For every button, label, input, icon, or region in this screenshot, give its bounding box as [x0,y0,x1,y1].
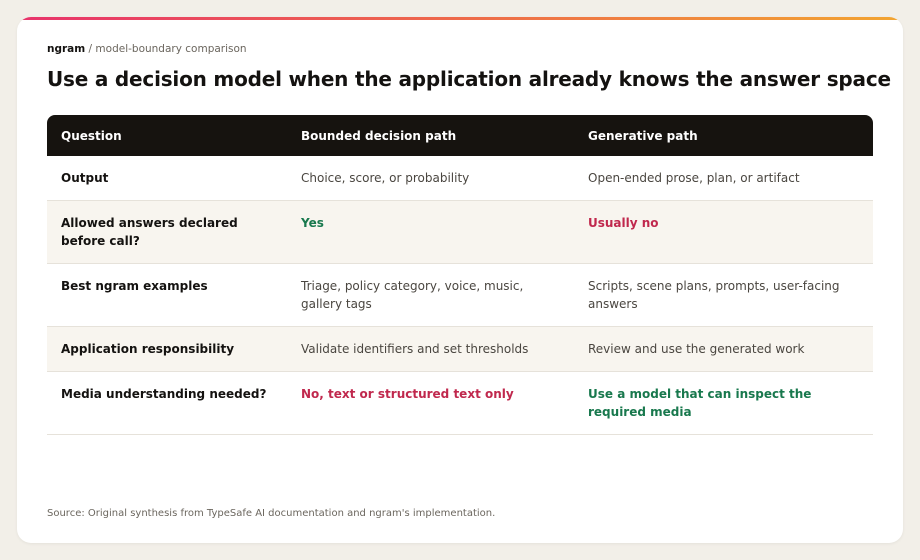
table-header [47,115,873,156]
row-question: Best ngram examples [61,279,208,293]
table-row [47,372,873,435]
breadcrumb-brand: ngram [47,43,86,55]
table-row [47,201,873,264]
row-generative: Usually no [588,216,659,230]
row-question: Allowed answers declared before call? [61,216,238,248]
row-generative: Open-ended prose, plan, or artifact [588,171,800,185]
breadcrumb-separator: / [85,43,96,55]
row-question: Output [61,171,109,185]
breadcrumb [47,43,247,55]
comparison-table [47,115,873,435]
table-row [47,327,873,372]
source-note: Source: Original synthesis from TypeSafe AI documentation and ngram's implementation. [47,508,496,519]
row-question: Media understanding needed? [61,387,267,401]
row-generative: Scripts, scene plans, prompts, user-facing answers [588,279,840,311]
table-row [47,264,873,327]
row-generative: Review and use the generated work [588,342,805,356]
row-bounded: Triage, policy category, voice, music, gallery tags [301,279,524,311]
row-bounded: Choice, score, or probability [301,171,470,185]
header-bounded: Bounded decision path [301,128,457,143]
header-question: Question [61,128,122,143]
row-bounded: No, text or structured text only [301,387,514,401]
row-bounded: Yes [301,216,324,230]
comparison-card [17,17,903,543]
row-bounded: Validate identifiers and set thresholds [301,342,529,356]
row-question: Application responsibility [61,342,235,356]
header-generative: Generative path [588,128,698,143]
table-row [47,156,873,201]
breadcrumb-page: model-boundary comparison [95,43,247,55]
accent-bar [17,17,903,20]
page-title: Use a decision model when the application already knows the answer space [47,67,891,91]
row-generative: Use a model that can inspect the required media [588,387,812,419]
